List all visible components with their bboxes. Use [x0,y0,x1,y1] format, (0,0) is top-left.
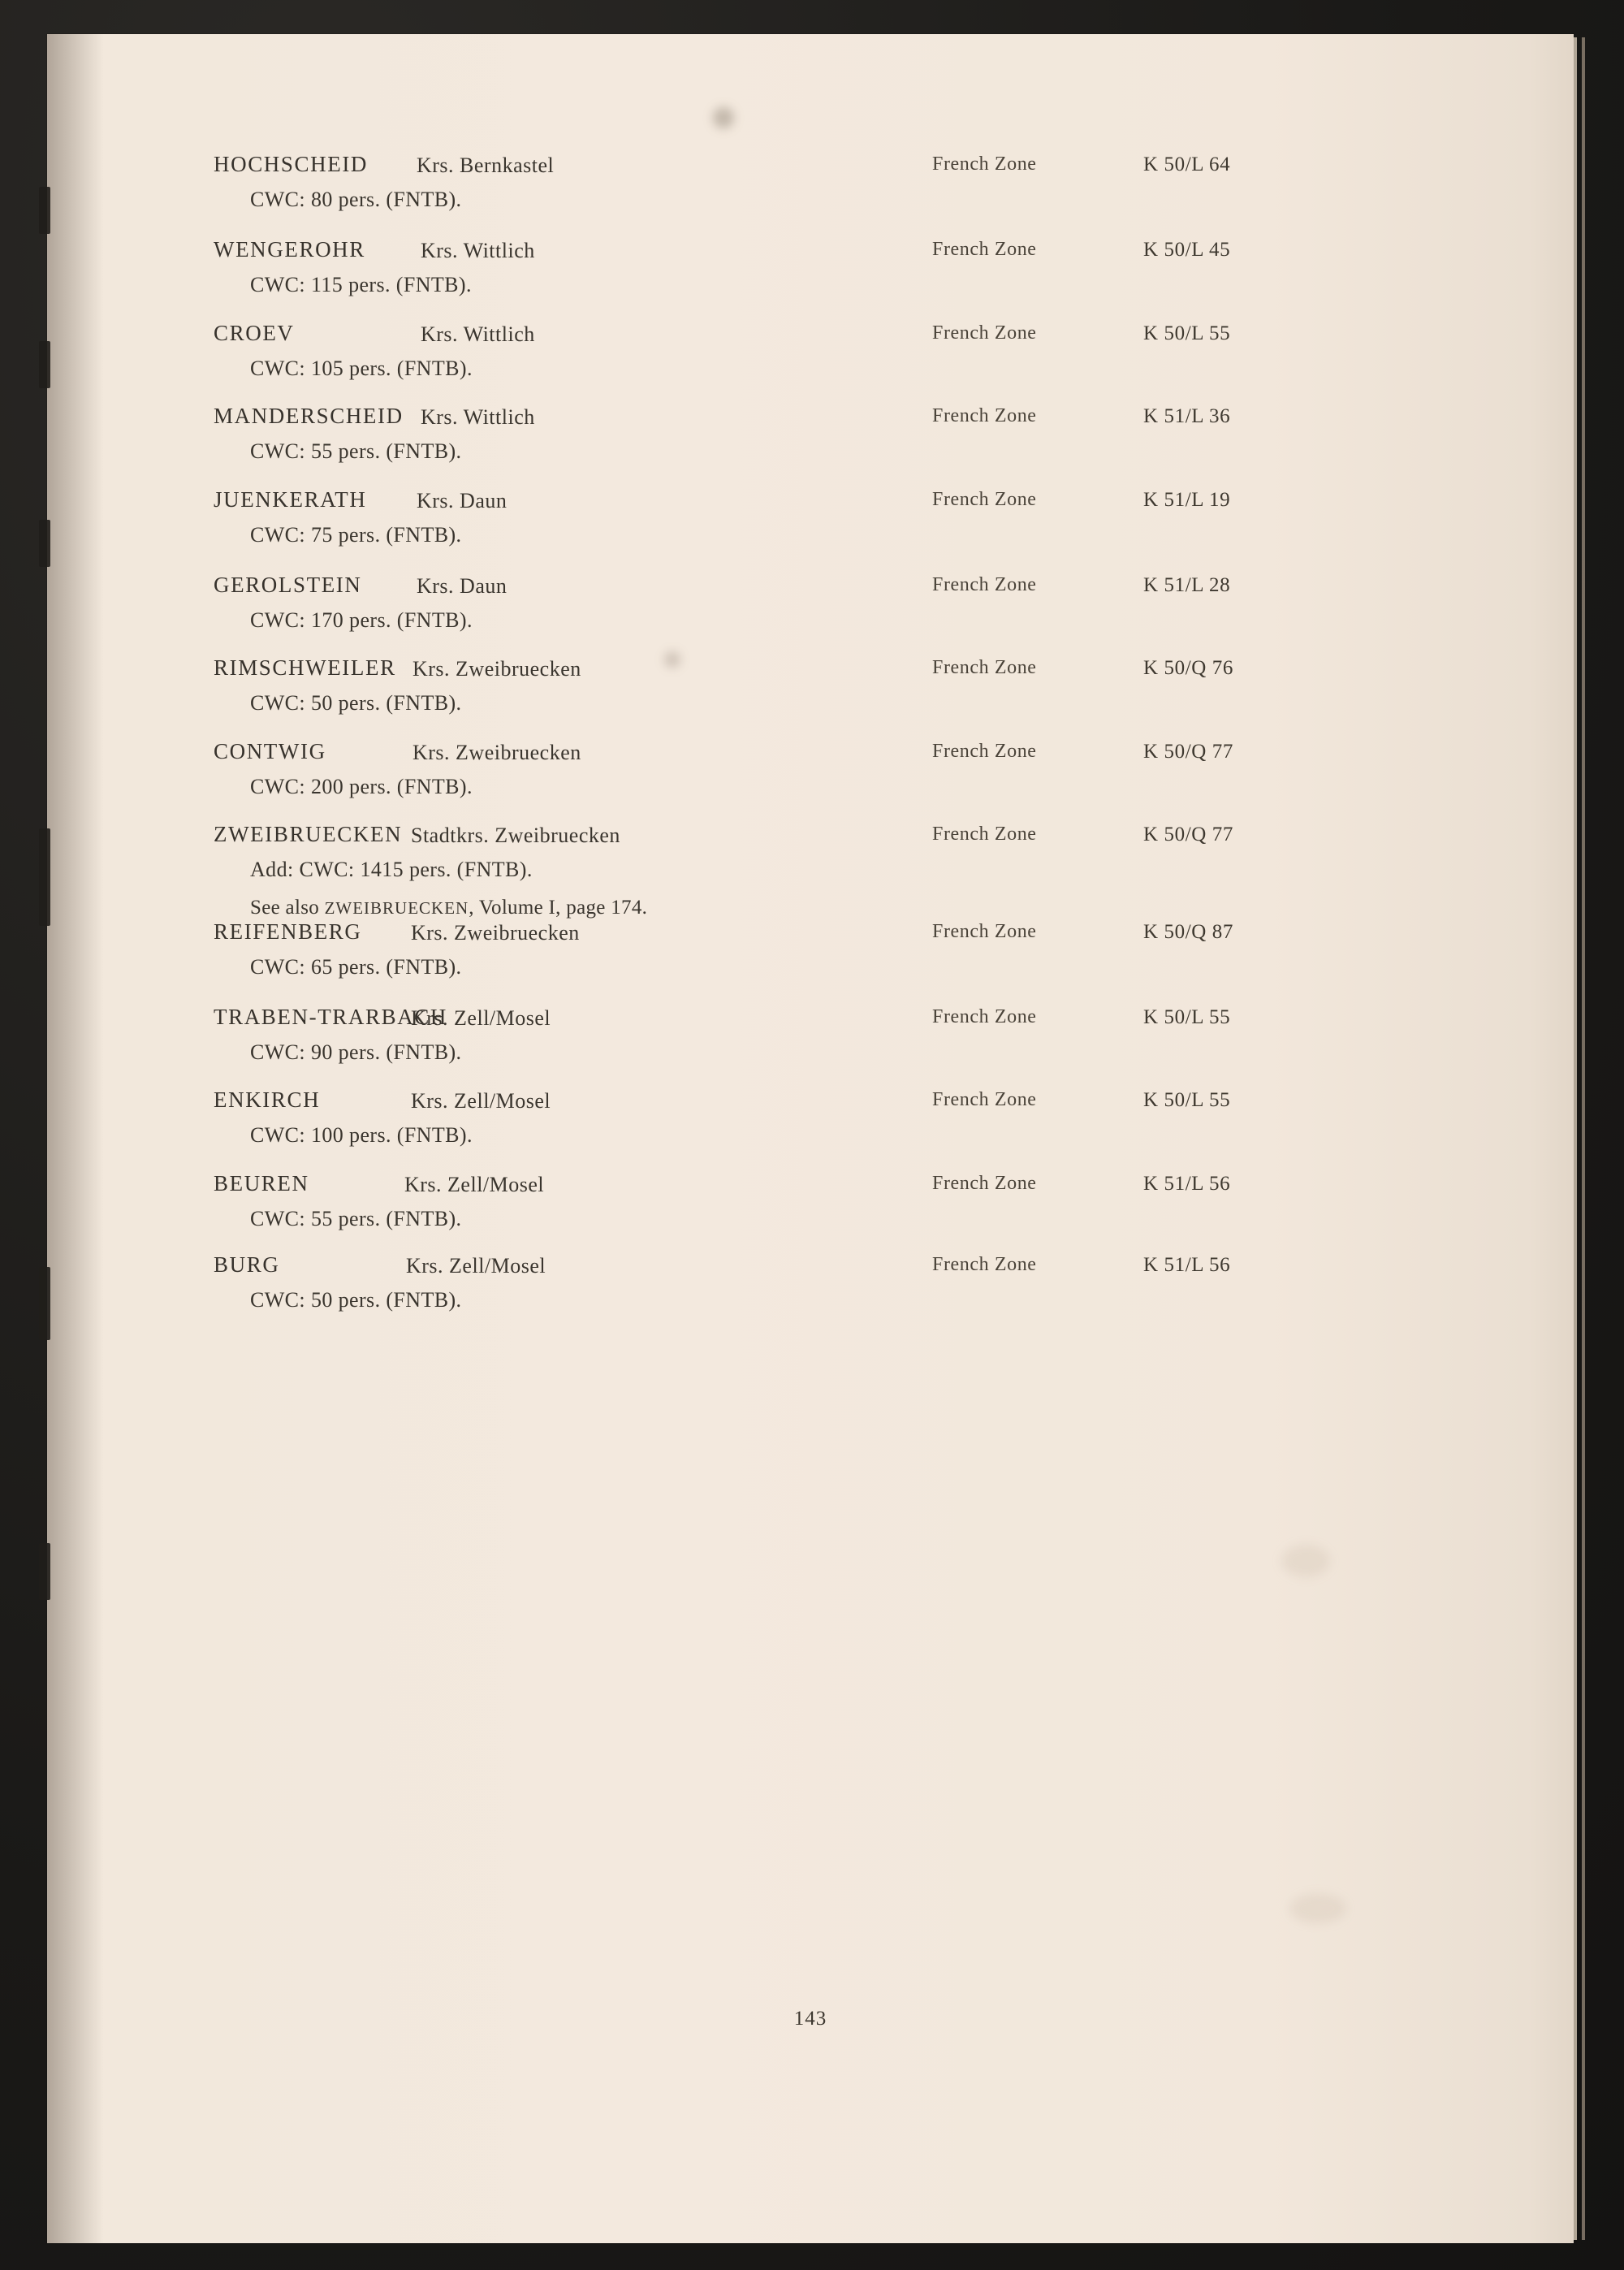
place-name: GEROLSTEIN [214,573,362,597]
place-name: HOCHSCHEID [214,152,369,176]
place-name: BURG [214,1252,280,1277]
page-edge [1574,37,1577,2240]
page-number: 143 [793,2008,827,2030]
entry-header-row [153,152,1533,189]
binding-thread [39,1267,50,1340]
gazetteer-entry [153,1005,1533,1064]
cwc-detail: CWC: 75 pers. (FNTB). [250,523,462,547]
entry-header-row [153,1252,1533,1290]
occupation-zone: French Zone [932,1006,1037,1027]
district-name: Stadtkrs. Zweibruecken [411,824,620,847]
occupation-zone: French Zone [932,489,1037,510]
map-reference-code: K 50/L 55 [1143,1089,1231,1111]
gazetteer-entry [153,1252,1533,1312]
occupation-zone: French Zone [932,322,1037,344]
cwc-detail: CWC: 105 pers. (FNTB). [250,357,473,380]
district-name: Krs. Zell/Mosel [404,1173,545,1196]
place-name: WENGEROHR [214,237,365,262]
cwc-detail: CWC: 80 pers. (FNTB). [250,188,462,211]
map-reference-code: K 50/L 64 [1143,153,1231,175]
gazetteer-entry [153,404,1533,463]
place-name: RIMSCHWEILER [214,655,396,680]
book-page [47,34,1574,2243]
cross-reference-note [250,897,647,919]
entry-header-row [153,919,1533,957]
note-prefix: See also [250,897,325,919]
place-name: TRABEN-TRARBACH [214,1005,448,1029]
district-name: Krs. Zell/Mosel [411,1089,551,1113]
cwc-detail: CWC: 115 pers. (FNTB). [250,273,472,296]
cwc-detail: CWC: 55 pers. (FNTB). [250,1207,462,1230]
district-name: Krs. Zell/Mosel [411,1006,551,1030]
occupation-zone: French Zone [932,153,1037,175]
occupation-zone: French Zone [932,741,1037,762]
gazetteer-entry [153,655,1533,715]
place-name: MANDERSCHEID [214,404,404,428]
cwc-detail: CWC: 90 pers. (FNTB). [250,1040,462,1064]
map-reference-code: K 51/L 36 [1143,405,1231,427]
entry-header-row [153,1087,1533,1125]
district-name: Krs. Daun [417,489,508,512]
district-name: Krs. Wittlich [421,405,535,429]
binding-thread [39,187,50,234]
map-reference-code: K 50/L 55 [1143,322,1231,344]
entry-header-row [153,237,1533,275]
district-name: Krs. Zweibruecken [412,657,581,681]
district-name: Krs. Zweibruecken [412,741,581,764]
occupation-zone: French Zone [932,1089,1037,1110]
map-reference-code: K 51/L 19 [1143,489,1231,511]
map-reference-code: K 50/Q 77 [1143,741,1233,763]
page-edge-secondary [1582,37,1585,2240]
map-reference-code: K 50/Q 77 [1143,824,1233,845]
place-name: JUENKERATH [214,487,367,512]
map-reference-code: K 51/L 56 [1143,1173,1231,1195]
binding-thread [39,1543,50,1600]
gazetteer-entry [153,487,1533,547]
cwc-detail: CWC: 50 pers. (FNTB). [250,691,462,715]
entry-header-row [153,822,1533,859]
occupation-zone: French Zone [932,239,1037,260]
district-name: Krs. Wittlich [421,239,535,262]
place-name: ZWEIBRUECKEN [214,822,403,846]
district-name: Krs. Daun [417,574,508,598]
occupation-zone: French Zone [932,574,1037,595]
cwc-detail: Add: CWC: 1415 pers. (FNTB). [250,858,533,881]
gazetteer-entry [153,1171,1533,1230]
note-suffix: , Volume I, page 174. [469,897,648,919]
district-name: Krs. Wittlich [421,322,535,346]
district-name: Krs. Zweibruecken [411,921,580,945]
entry-header-row [153,655,1533,693]
binding-thread [39,828,50,926]
place-name: CONTWIG [214,739,326,763]
district-name: Krs. Zell/Mosel [406,1254,546,1278]
binding-thread [39,520,50,567]
map-reference-code: K 50/L 45 [1143,239,1231,261]
place-name: REIFENBERG [214,919,362,944]
occupation-zone: French Zone [932,921,1037,942]
place-name: CROEV [214,321,295,345]
map-reference-code: K 51/L 28 [1143,574,1231,596]
district-name: Krs. Bernkastel [417,153,555,177]
cwc-detail: CWC: 200 pers. (FNTB). [250,775,473,798]
gazetteer-entry [153,573,1533,632]
note-referenced-place: ZWEIBRUECKEN [324,898,469,918]
entry-header-row [153,1171,1533,1209]
gazetteer-entry [153,822,1533,919]
page-content [47,34,1574,2243]
gazetteer-entry [153,321,1533,380]
entry-header-row [153,321,1533,358]
cwc-detail: CWC: 100 pers. (FNTB). [250,1123,473,1147]
cwc-detail: CWC: 65 pers. (FNTB). [250,955,462,979]
occupation-zone: French Zone [932,1173,1037,1194]
map-reference-code: K 50/Q 76 [1143,657,1233,679]
entry-header-row [153,487,1533,525]
occupation-zone: French Zone [932,824,1037,845]
entry-header-row [153,573,1533,610]
binding-shadow [47,34,104,2243]
cwc-detail: CWC: 55 pers. (FNTB). [250,439,462,463]
cwc-detail: CWC: 50 pers. (FNTB). [250,1288,462,1312]
occupation-zone: French Zone [932,657,1037,678]
gazetteer-entry [153,919,1533,979]
occupation-zone: French Zone [932,405,1037,426]
map-reference-code: K 51/L 56 [1143,1254,1231,1276]
map-reference-code: K 50/L 55 [1143,1006,1231,1028]
gazetteer-entry [153,152,1533,211]
cwc-detail: CWC: 170 pers. (FNTB). [250,608,473,632]
entry-header-row [153,1005,1533,1042]
occupation-zone: French Zone [932,1254,1037,1275]
entry-header-row [153,404,1533,441]
gazetteer-entry [153,237,1533,296]
gazetteer-entry [153,739,1533,798]
map-reference-code: K 50/Q 87 [1143,921,1233,943]
binding-thread [39,341,50,388]
place-name: ENKIRCH [214,1087,321,1112]
entry-header-row [153,739,1533,776]
gazetteer-entry [153,1087,1533,1147]
place-name: BEUREN [214,1171,309,1196]
